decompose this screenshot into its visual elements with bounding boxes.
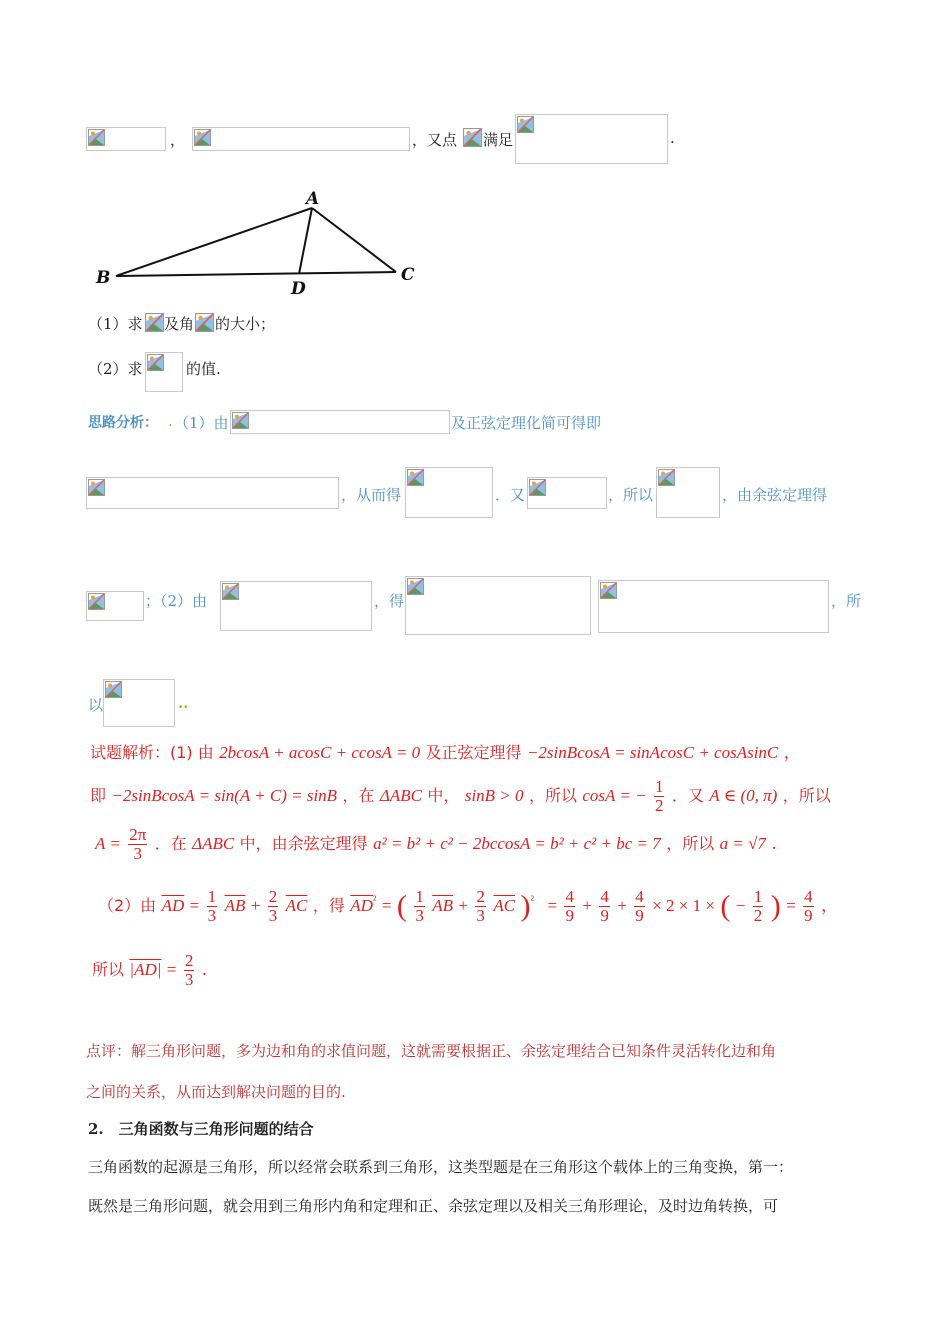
analysis-end-dots: .. <box>178 694 189 712</box>
broken-image-icon <box>222 583 239 600</box>
question-1-prefix: （1）求 <box>88 315 143 333</box>
fraction: $\frac{1}{3}$ <box>415 887 424 925</box>
broken-image-icon <box>194 129 211 146</box>
question-1-suffix: 的大小； <box>215 315 276 333</box>
fraction: $\frac{2}{3}$ <box>268 887 278 925</box>
problem-text: ，又点 <box>412 131 458 149</box>
broken-image-icon <box>105 681 122 698</box>
fraction: $\frac{1}{2}$ <box>753 887 763 925</box>
image-placeholder <box>527 477 607 509</box>
image-placeholder <box>192 127 410 151</box>
vertex-a-label: A <box>306 189 320 209</box>
image-placeholder <box>515 114 668 164</box>
fraction: $\frac{4}{9}$ <box>635 887 644 925</box>
analysis-text: ，从而得 <box>341 486 402 504</box>
broken-image-icon <box>407 469 424 486</box>
problem-comma: ， <box>170 131 186 149</box>
broken-image-icon <box>517 116 534 133</box>
broken-image-icon <box>407 578 424 595</box>
point-d-label: D <box>291 279 306 298</box>
broken-image-icon <box>145 313 164 332</box>
broken-image-icon <box>463 128 482 147</box>
broken-image-icon <box>195 313 214 332</box>
image-placeholder <box>103 679 175 727</box>
image-placeholder <box>598 580 829 633</box>
analysis-text: ，得 <box>374 592 405 610</box>
fraction: $\frac{4}{9}$ <box>804 887 813 925</box>
image-placeholder <box>86 591 144 621</box>
image-placeholder <box>405 576 591 635</box>
broken-image-icon <box>529 479 546 496</box>
broken-image-icon <box>88 479 105 496</box>
image-placeholder <box>220 581 372 631</box>
question-2-prefix: （2）求 <box>88 360 143 378</box>
fraction: $\frac{1}{2}$ <box>654 777 664 815</box>
analysis-text: 及正弦定理化简可得即 <box>451 414 602 432</box>
image-placeholder <box>405 467 493 518</box>
analysis-text: ，所 <box>831 592 862 610</box>
image-placeholder <box>145 352 183 392</box>
solution-line-1: 试题解析：(1) 由 2bcosA + acosC + ccosA = 0 及正弦定理得 −2sinBcosA = sinAcosC + cosAsinC ， <box>90 743 801 763</box>
fraction: $\frac{4}{9}$ <box>600 887 609 925</box>
fraction: $\frac{1}{3}$ <box>207 887 217 925</box>
problem-period: . <box>670 129 675 147</box>
analysis-text: （1）由 <box>174 414 229 432</box>
section-paragraph-line: 既然是三角形问题，就会用到三角形内角和定理和正、余弦定理以及相关三角形理论，及时边角转换，可 <box>88 1197 779 1215</box>
solution-line-4: （2）由 $\overline{AD}$ = $\frac{1}{3}$ $\overline{AB}$ + $\frac{2}{3}$ $\overline{AC}$ ，得 $\overline{AD}^{^2}$ = ( $\frac{1}{3}$ $\overline{AB}$ + $\frac{2}{3}$ $\overline{AC}$ )$^{^2}$ = $\frac{4}{9}$ + $\frac{4}{9}$ + $\frac{4}{9}$ × 2 × 1 × ( − $\frac{1}{2}$ ) = $\frac{4}{9}$ ， <box>98 887 838 925</box>
broken-image-icon <box>88 129 105 146</box>
section-paragraph-line: 三角函数的起源是三角形，所以经常会联系到三角形，这类型题是在三角形这个载体上的三角变换，第一： <box>88 1158 794 1176</box>
broken-image-icon <box>232 412 249 429</box>
side-ac <box>312 208 396 272</box>
analysis-text: ．又 <box>495 486 526 504</box>
question-2-suffix: 的值. <box>186 360 221 378</box>
question-1-mid: 及角 <box>164 315 195 333</box>
comment-line-1: 点评：解三角形问题，多为边和角的求值问题，这就需要根据正、余弦定理结合已知条件灵活转化边和角 <box>86 1042 777 1060</box>
broken-image-icon <box>147 354 164 371</box>
segment-ad <box>299 208 312 274</box>
analysis-text: ；（2）由 <box>145 592 208 610</box>
fraction: $\frac{4}{9}$ <box>565 887 574 925</box>
fraction: $\frac{2}{3}$ <box>476 887 485 925</box>
analysis-dot: . <box>168 412 173 430</box>
solution-line-5: 所以 |AD| = $\frac{2}{3}$ . <box>92 951 208 989</box>
solution-line-2: 即 −2sinBcosA = sin(A + C) = sinB ，在 ΔABC 中， sinB > 0 ，所以 cosA = − $\frac{1}{2}$ ．又 A ∈ (0, π) ，所以 <box>90 777 831 815</box>
comment-line-2: 之间的关系，从而达到解决问题的目的. <box>86 1083 346 1101</box>
fraction: $\frac{2}{3}$ <box>184 951 194 989</box>
side-bc <box>116 272 396 276</box>
image-placeholder <box>86 127 166 151</box>
triangle-figure <box>90 186 425 298</box>
problem-text: 满足 <box>483 131 514 149</box>
solution-line-3: A = $\frac{2\pi}{3}$ ．在 ΔABC 中，由余弦定理得 a² = b² + c² − 2bccosA = b² + c² + bc = 7 ，所以 a = √7 . <box>95 825 777 863</box>
analysis-text: 以 <box>88 696 104 714</box>
image-placeholder <box>230 410 450 434</box>
section-heading: 2. 三角函数与三角形问题的结合 <box>88 1120 314 1138</box>
side-ab <box>116 208 312 276</box>
vertex-c-label: C <box>401 265 415 285</box>
image-placeholder <box>656 467 720 518</box>
broken-image-icon <box>88 593 105 610</box>
analysis-text: ，由余弦定理得 <box>722 486 828 504</box>
image-placeholder <box>86 477 339 509</box>
broken-image-icon <box>658 469 675 486</box>
analysis-text: ，所以 <box>608 486 654 504</box>
vertex-b-label: B <box>96 268 111 288</box>
fraction: $\frac{2\pi}{3}$ <box>129 825 147 863</box>
broken-image-icon <box>600 582 617 599</box>
analysis-heading: 思路分析： <box>88 415 158 431</box>
